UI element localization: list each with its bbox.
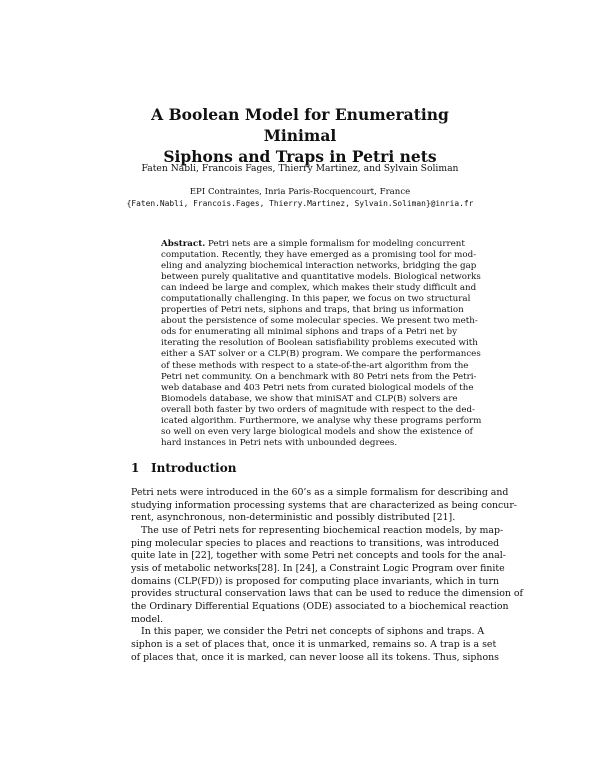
body-line: model. — [131, 613, 164, 625]
author-emails: {Faten.Nabli, Francois.Fages, Thierry.Martinez, Sylvain.Soliman}@inria.fr — [126, 199, 474, 208]
abstract-line: eling and analyzing biochemical interaction networks, bridging the gap — [161, 261, 477, 272]
body-line: ping molecular species to places and reactions to transitions, was introduced — [131, 537, 500, 549]
section-number: 1 — [131, 461, 140, 475]
abstract-line: so well on even very large biological models and show the existence of — [161, 426, 473, 437]
abstract-line: of these methods with respect to a state-of-the-art algorithm from the — [161, 360, 469, 371]
title-line: A Boolean Model for Enumerating Minimal — [151, 105, 449, 145]
body-line: siphon is a set of places that, once it is unmarked, remains so. A trap is a set — [131, 638, 497, 650]
author-list: Faten Nabli, Francois Fages, Thierry Martinez, and Sylvain Soliman — [141, 163, 459, 174]
abstract-line: can indeed be large and complex, which makes their study difficult and — [161, 283, 477, 294]
abstract-line: computation. Recently, they have emerged as a promising tool for mod- — [161, 250, 477, 261]
affiliation: EPI Contraintes, Inria Paris-Rocquencourt, France — [189, 187, 411, 197]
paragraph — [131, 626, 499, 664]
abstract-line: about the persistence of some molecular species. We present two meth- — [161, 316, 478, 327]
abstract-line — [161, 239, 465, 250]
abstract-line: web database and 403 Petri nets from curated biological models of the — [161, 382, 474, 393]
abstract-first-line: Petri nets are a simple formalism for modeling concurrent — [208, 239, 465, 249]
abstract-line: iterating the resolution of Boolean satisfiability problems executed with — [161, 338, 478, 349]
body-line: of places that, once it is marked, can never loose all its tokens. Thus, siphons — [131, 651, 499, 663]
body-line: Petri nets were introduced in the 60’s as a simple formalism for describing and — [131, 487, 509, 498]
body-line: The use of Petri nets for representing biochemical reaction models, by map- — [141, 524, 504, 536]
title-line: Siphons and Traps in Petri nets — [163, 147, 437, 166]
section-title: Introduction — [151, 461, 237, 475]
abstract-line: between purely qualitative and quantitative models. Biological networks — [161, 272, 481, 283]
abstract-line: Biomodels database, we show that miniSAT and CLP(B) solvers are — [161, 393, 458, 404]
section-body — [131, 487, 523, 664]
section-heading — [131, 461, 471, 476]
abstract-line: ods for enumerating all minimal siphons and traps of a Petri net by — [161, 327, 457, 338]
body-line: ysis of metabolic networks[28]. In [24], a Constraint Logic Program over finite — [131, 562, 505, 574]
paper-title — [120, 104, 480, 167]
abstract-line: properties of Petri nets, siphons and traps, that bring us information — [161, 305, 464, 316]
abstract-line: hard instances in Petri nets with unbounded degrees. — [161, 437, 398, 448]
abstract — [161, 239, 482, 449]
body-line: In this paper, we consider the Petri net concepts of siphons and traps. A — [141, 626, 485, 638]
paragraph — [131, 524, 523, 626]
abstract-line: icated algorithm. Furthermore, we analyse why these programs perform — [161, 415, 482, 426]
body-line: the Ordinary Differential Equations (ODE) associated to a biochemical reaction — [131, 600, 509, 612]
body-line: rent, asynchronous, non-deterministic and possibly distributed [21]. — [131, 512, 456, 524]
abstract-label: Abstract. — [161, 239, 206, 249]
abstract-line: either a SAT solver or a CLP(B) program. We compare the performances — [161, 349, 481, 360]
body-line: provides structural conservation laws that can be used to reduce the dimension of — [131, 588, 523, 600]
body-line: domains (CLP(FD)) is proposed for computing place invariants, which in turn — [131, 575, 499, 587]
body-line: studying information processing systems that are characterized as being concur- — [131, 499, 517, 511]
paragraph — [131, 487, 517, 525]
abstract-line: overall both faster by two orders of magnitude with respect to the ded- — [161, 404, 475, 415]
body-line: quite late in [22], together with some Petri net concepts and tools for the anal- — [131, 550, 506, 562]
abstract-line: computationally challenging. In this paper, we focus on two structural — [161, 294, 471, 305]
abstract-line: Petri net community. On a benchmark with 80 Petri nets from the Petri- — [161, 371, 477, 382]
